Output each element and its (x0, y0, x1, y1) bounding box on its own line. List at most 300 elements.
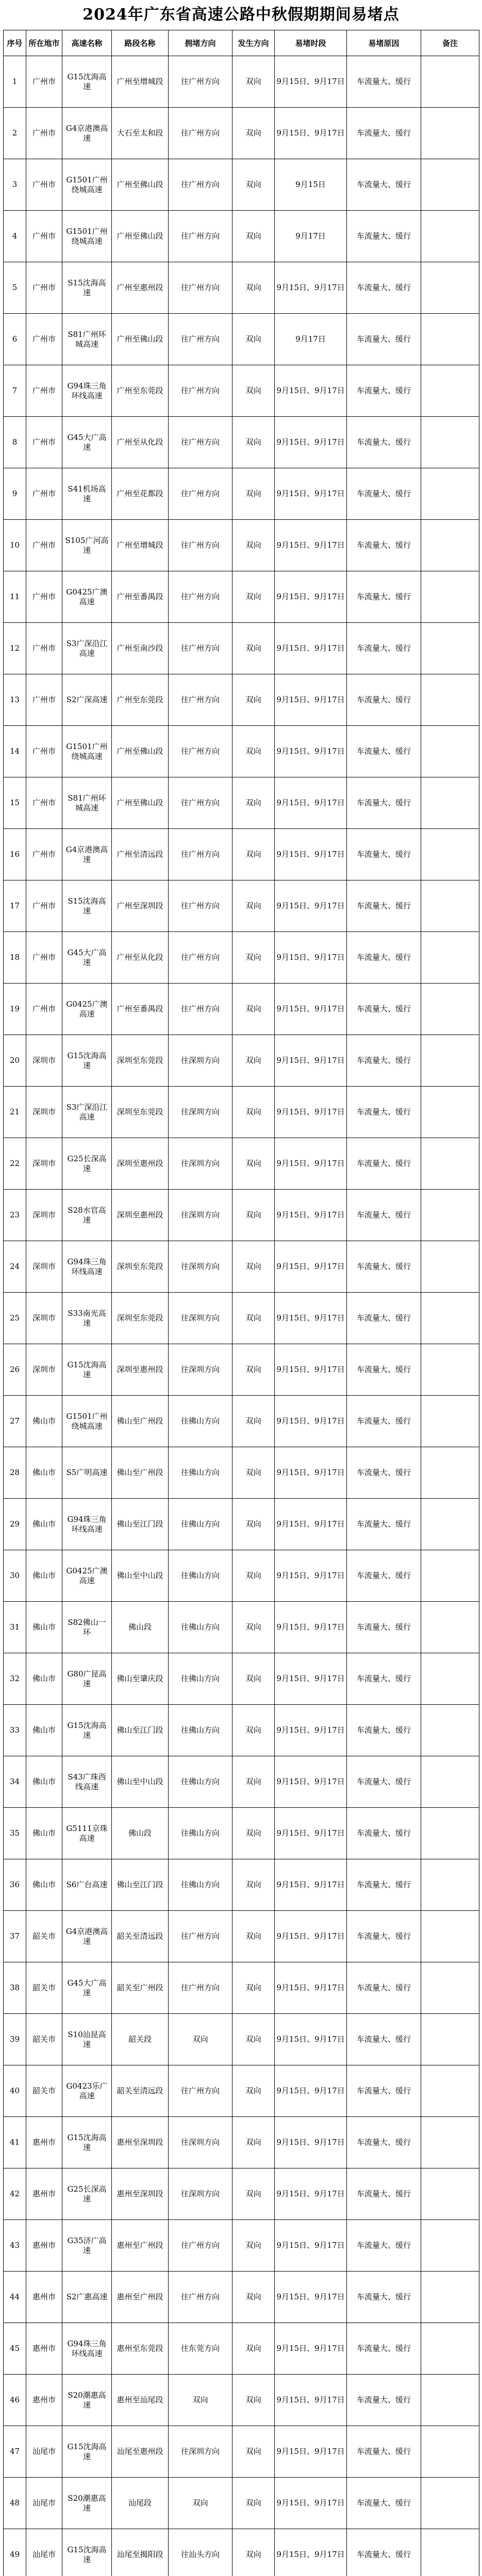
row-congestion-direction: 往深圳方向 (169, 1138, 232, 1190)
row-time: 9月15日、9月17日 (275, 1705, 347, 1756)
row-congestion-direction: 往广州方向 (169, 417, 232, 468)
row-note (421, 1344, 479, 1396)
row-city: 广州市 (26, 159, 62, 211)
row-congestion-direction: 往广州方向 (169, 777, 232, 829)
row-highway: G94珠三角环线高速 (62, 1499, 112, 1550)
row-reason: 车流量大、缓行 (347, 56, 421, 108)
row-number: 22 (4, 1138, 26, 1190)
row-reason: 车流量大、缓行 (347, 777, 421, 829)
row-note (421, 1550, 479, 1602)
row-note (421, 829, 479, 880)
row-section: 韶关段 (112, 2014, 169, 2065)
row-number: 49 (4, 2529, 26, 2576)
row-note (421, 2375, 479, 2426)
header-cell: 序号 (4, 30, 26, 56)
row-section: 惠州至汕尾段 (112, 2375, 169, 2426)
table-row (4, 159, 479, 211)
row-city: 广州市 (26, 623, 62, 674)
row-note (421, 2117, 479, 2168)
row-city: 深圳市 (26, 1087, 62, 1138)
row-city: 惠州市 (26, 2220, 62, 2272)
row-occurrence-direction: 双向 (232, 1962, 275, 2014)
row-time: 9月15日、9月17日 (275, 880, 347, 932)
row-number: 23 (4, 1190, 26, 1241)
row-time: 9月15日、9月17日 (275, 1396, 347, 1447)
row-section: 佛山至广州段 (112, 1396, 169, 1447)
row-city: 广州市 (26, 365, 62, 417)
row-congestion-direction: 往深圳方向 (169, 1035, 232, 1087)
row-highway: S105广河高速 (62, 520, 112, 571)
row-reason: 车流量大、缓行 (347, 2375, 421, 2426)
row-city: 汕尾市 (26, 2478, 62, 2529)
header-cell: 路段名称 (112, 30, 169, 56)
row-section: 惠州至广州段 (112, 2272, 169, 2323)
table-header-row (4, 30, 479, 56)
row-note (421, 1756, 479, 1808)
row-time: 9月15日、9月17日 (275, 1087, 347, 1138)
row-highway: G0425广澳高速 (62, 1550, 112, 1602)
row-time: 9月15日、9月17日 (275, 56, 347, 108)
row-number: 11 (4, 571, 26, 623)
row-highway: G15沈海高速 (62, 56, 112, 108)
row-highway: S43广珠西线高速 (62, 1756, 112, 1808)
table-row (4, 623, 479, 674)
row-note (421, 1705, 479, 1756)
row-occurrence-direction: 双向 (232, 108, 275, 159)
row-reason: 车流量大、缓行 (347, 1087, 421, 1138)
row-highway: G15沈海高速 (62, 1705, 112, 1756)
row-section: 佛山至中山段 (112, 1756, 169, 1808)
row-time: 9月15日、9月17日 (275, 1035, 347, 1087)
row-section: 广州至南沙段 (112, 623, 169, 674)
row-congestion-direction: 往东莞方向 (169, 2323, 232, 2375)
row-occurrence-direction: 双向 (232, 1550, 275, 1602)
row-occurrence-direction: 双向 (232, 2014, 275, 2065)
row-city: 惠州市 (26, 2323, 62, 2375)
row-congestion-direction: 往广州方向 (169, 880, 232, 932)
row-occurrence-direction: 双向 (232, 2272, 275, 2323)
table-row (4, 1653, 479, 1705)
row-city: 广州市 (26, 262, 62, 314)
row-time: 9月15日、9月17日 (275, 932, 347, 984)
row-reason: 车流量大、缓行 (347, 984, 421, 1035)
row-congestion-direction: 往广州方向 (169, 1962, 232, 2014)
row-note (421, 2426, 479, 2478)
row-section: 惠州至深圳段 (112, 2168, 169, 2220)
row-city: 深圳市 (26, 1293, 62, 1344)
row-number: 13 (4, 674, 26, 726)
row-time: 9月15日、9月17日 (275, 2323, 347, 2375)
table-row (4, 2065, 479, 2117)
table-row (4, 2117, 479, 2168)
table-row (4, 1756, 479, 1808)
row-city: 惠州市 (26, 2375, 62, 2426)
table-row (4, 880, 479, 932)
row-time: 9月15日、9月17日 (275, 1962, 347, 2014)
row-section: 深圳至惠州段 (112, 1344, 169, 1396)
row-highway: G0425广澳高速 (62, 984, 112, 1035)
row-congestion-direction: 往广州方向 (169, 726, 232, 777)
row-congestion-direction: 往广州方向 (169, 159, 232, 211)
row-congestion-direction: 往广州方向 (169, 365, 232, 417)
row-section: 韶关至清远段 (112, 2065, 169, 2117)
row-city: 广州市 (26, 777, 62, 829)
row-note (421, 2168, 479, 2220)
row-reason: 车流量大、缓行 (347, 1756, 421, 1808)
row-note (421, 468, 479, 520)
row-note (421, 2014, 479, 2065)
row-time: 9月15日、9月17日 (275, 623, 347, 674)
row-time: 9月15日、9月17日 (275, 520, 347, 571)
row-highway: G15沈海高速 (62, 2529, 112, 2576)
row-reason: 车流量大、缓行 (347, 2529, 421, 2576)
row-note (421, 2272, 479, 2323)
row-section: 佛山至肇庆段 (112, 1653, 169, 1705)
row-occurrence-direction: 双向 (232, 2529, 275, 2576)
row-reason: 车流量大、缓行 (347, 2272, 421, 2323)
row-time: 9月15日、9月17日 (275, 2426, 347, 2478)
row-occurrence-direction: 双向 (232, 2117, 275, 2168)
table-row (4, 314, 479, 365)
table-row (4, 1087, 479, 1138)
row-number: 48 (4, 2478, 26, 2529)
row-highway: G35济广高速 (62, 2220, 112, 2272)
row-occurrence-direction: 双向 (232, 1190, 275, 1241)
table-row (4, 1962, 479, 2014)
row-congestion-direction: 双向 (169, 2375, 232, 2426)
row-city: 深圳市 (26, 1241, 62, 1293)
table-row (4, 1447, 479, 1499)
row-time: 9月15日、9月17日 (275, 468, 347, 520)
table-row (4, 932, 479, 984)
row-city: 佛山市 (26, 1756, 62, 1808)
table-row (4, 2168, 479, 2220)
row-highway: S6广台高速 (62, 1859, 112, 1911)
row-congestion-direction: 往深圳方向 (169, 1344, 232, 1396)
row-city: 深圳市 (26, 1344, 62, 1396)
row-highway: S2广惠高速 (62, 2272, 112, 2323)
row-number: 30 (4, 1550, 26, 1602)
row-reason: 车流量大、缓行 (347, 1911, 421, 1962)
row-reason: 车流量大、缓行 (347, 2014, 421, 2065)
row-city: 广州市 (26, 520, 62, 571)
row-section: 韶关至清远段 (112, 1911, 169, 1962)
row-section: 惠州至深圳段 (112, 2117, 169, 2168)
row-number: 21 (4, 1087, 26, 1138)
row-note (421, 2478, 479, 2529)
row-highway: G4京港澳高速 (62, 829, 112, 880)
row-note (421, 1035, 479, 1087)
row-reason: 车流量大、缓行 (347, 674, 421, 726)
row-note (421, 1190, 479, 1241)
row-time: 9月15日、9月17日 (275, 2220, 347, 2272)
row-reason: 车流量大、缓行 (347, 1550, 421, 1602)
table-body (4, 56, 479, 2576)
table-row (4, 1293, 479, 1344)
row-highway: G1501广州绕城高速 (62, 1396, 112, 1447)
row-note (421, 108, 479, 159)
row-occurrence-direction: 双向 (232, 1344, 275, 1396)
row-congestion-direction: 往广州方向 (169, 211, 232, 262)
row-highway: G94珠三角环线高速 (62, 1241, 112, 1293)
row-city: 深圳市 (26, 1138, 62, 1190)
row-highway: S3广深沿江高速 (62, 1087, 112, 1138)
table-row (4, 1035, 479, 1087)
row-occurrence-direction: 双向 (232, 1602, 275, 1653)
table-row (4, 571, 479, 623)
row-time: 9月15日、9月17日 (275, 1293, 347, 1344)
row-highway: S10汕昆高速 (62, 2014, 112, 2065)
row-note (421, 932, 479, 984)
row-time: 9月15日、9月17日 (275, 2014, 347, 2065)
row-number: 29 (4, 1499, 26, 1550)
row-section: 韶关至广州段 (112, 1962, 169, 2014)
row-highway: G15沈海高速 (62, 2117, 112, 2168)
row-highway: G45大广高速 (62, 1962, 112, 2014)
row-note (421, 417, 479, 468)
row-city: 韶关市 (26, 1911, 62, 1962)
row-reason: 车流量大、缓行 (347, 1396, 421, 1447)
row-occurrence-direction: 双向 (232, 880, 275, 932)
row-congestion-direction: 往佛山方向 (169, 1705, 232, 1756)
row-occurrence-direction: 双向 (232, 674, 275, 726)
row-time: 9月15日、9月17日 (275, 726, 347, 777)
row-highway: S28水官高速 (62, 1190, 112, 1241)
row-section: 广州至清远段 (112, 829, 169, 880)
row-section: 佛山段 (112, 1808, 169, 1859)
row-number: 36 (4, 1859, 26, 1911)
row-congestion-direction: 往佛山方向 (169, 1447, 232, 1499)
row-congestion-direction: 往深圳方向 (169, 1190, 232, 1241)
row-note (421, 314, 479, 365)
row-highway: G45大广高速 (62, 417, 112, 468)
row-reason: 车流量大、缓行 (347, 1499, 421, 1550)
header-cell: 易堵时段 (275, 30, 347, 56)
row-reason: 车流量大、缓行 (347, 726, 421, 777)
row-city: 佛山市 (26, 1653, 62, 1705)
row-section: 广州至佛山段 (112, 726, 169, 777)
row-reason: 车流量大、缓行 (347, 829, 421, 880)
row-congestion-direction: 往广州方向 (169, 108, 232, 159)
row-note (421, 1087, 479, 1138)
row-number: 39 (4, 2014, 26, 2065)
row-occurrence-direction: 双向 (232, 984, 275, 1035)
row-note (421, 262, 479, 314)
row-highway: G25长深高速 (62, 2168, 112, 2220)
row-time: 9月15日、9月17日 (275, 262, 347, 314)
row-note (421, 2323, 479, 2375)
table-row (4, 2375, 479, 2426)
row-time: 9月15日、9月17日 (275, 1241, 347, 1293)
row-section: 广州至增城段 (112, 56, 169, 108)
row-number: 42 (4, 2168, 26, 2220)
row-section: 广州至佛山段 (112, 211, 169, 262)
table-row (4, 108, 479, 159)
row-city: 佛山市 (26, 1808, 62, 1859)
row-note (421, 520, 479, 571)
row-note (421, 623, 479, 674)
row-occurrence-direction: 双向 (232, 2220, 275, 2272)
row-number: 16 (4, 829, 26, 880)
row-occurrence-direction: 双向 (232, 1705, 275, 1756)
table-row (4, 984, 479, 1035)
row-note (421, 2220, 479, 2272)
row-section: 佛山至广州段 (112, 1447, 169, 1499)
row-city: 佛山市 (26, 1705, 62, 1756)
row-note (421, 1962, 479, 2014)
row-reason: 车流量大、缓行 (347, 623, 421, 674)
row-time: 9月15日、9月17日 (275, 1859, 347, 1911)
row-highway: G80广昆高速 (62, 1653, 112, 1705)
row-time: 9月15日、9月17日 (275, 1190, 347, 1241)
table-row (4, 726, 479, 777)
row-time: 9月15日、9月17日 (275, 2529, 347, 2576)
row-number: 44 (4, 2272, 26, 2323)
row-congestion-direction: 往广州方向 (169, 2065, 232, 2117)
row-number: 34 (4, 1756, 26, 1808)
row-number: 8 (4, 417, 26, 468)
header-cell: 高速名称 (62, 30, 112, 56)
row-congestion-direction: 往汕头方向 (169, 2529, 232, 2576)
row-city: 韶关市 (26, 2065, 62, 2117)
row-highway: G94珠三角环线高速 (62, 365, 112, 417)
row-congestion-direction: 往广州方向 (169, 314, 232, 365)
row-number: 35 (4, 1808, 26, 1859)
row-highway: S2广深高速 (62, 674, 112, 726)
row-section: 大石至太和段 (112, 108, 169, 159)
row-reason: 车流量大、缓行 (347, 1241, 421, 1293)
row-city: 广州市 (26, 211, 62, 262)
row-note (421, 2065, 479, 2117)
row-number: 43 (4, 2220, 26, 2272)
row-note (421, 365, 479, 417)
header-cell: 所在地市 (26, 30, 62, 56)
row-occurrence-direction: 双向 (232, 2168, 275, 2220)
row-time: 9月15日、9月17日 (275, 1344, 347, 1396)
row-note (421, 159, 479, 211)
row-time: 9月15日、9月17日 (275, 1602, 347, 1653)
row-section: 深圳至东莞段 (112, 1087, 169, 1138)
row-city: 韶关市 (26, 1962, 62, 2014)
row-reason: 车流量大、缓行 (347, 1035, 421, 1087)
row-time: 9月15日、9月17日 (275, 1808, 347, 1859)
row-time: 9月17日 (275, 314, 347, 365)
row-congestion-direction: 往深圳方向 (169, 1293, 232, 1344)
row-occurrence-direction: 双向 (232, 1653, 275, 1705)
row-occurrence-direction: 双向 (232, 1859, 275, 1911)
header-cell: 易堵原因 (347, 30, 421, 56)
row-time: 9月15日、9月17日 (275, 2168, 347, 2220)
row-number: 14 (4, 726, 26, 777)
row-city: 广州市 (26, 880, 62, 932)
row-occurrence-direction: 双向 (232, 1293, 275, 1344)
row-congestion-direction: 往佛山方向 (169, 1499, 232, 1550)
row-section: 佛山至江门段 (112, 1705, 169, 1756)
table-row (4, 468, 479, 520)
row-time: 9月15日、9月17日 (275, 1911, 347, 1962)
row-city: 深圳市 (26, 1035, 62, 1087)
row-number: 17 (4, 880, 26, 932)
row-occurrence-direction: 双向 (232, 829, 275, 880)
row-congestion-direction: 往深圳方向 (169, 2117, 232, 2168)
row-number: 12 (4, 623, 26, 674)
row-highway: G4京港澳高速 (62, 108, 112, 159)
row-city: 韶关市 (26, 2014, 62, 2065)
row-reason: 车流量大、缓行 (347, 2117, 421, 2168)
row-time: 9月15日、9月17日 (275, 2375, 347, 2426)
row-note (421, 1396, 479, 1447)
row-highway: G1501广州绕城高速 (62, 159, 112, 211)
row-highway: S33南光高速 (62, 1293, 112, 1344)
row-section: 广州至从化段 (112, 417, 169, 468)
row-highway: G1501广州绕城高速 (62, 211, 112, 262)
row-note (421, 1499, 479, 1550)
row-reason: 车流量大、缓行 (347, 1808, 421, 1859)
row-highway: G15沈海高速 (62, 1035, 112, 1087)
row-reason: 车流量大、缓行 (347, 1653, 421, 1705)
row-city: 惠州市 (26, 2168, 62, 2220)
row-reason: 车流量大、缓行 (347, 2478, 421, 2529)
row-highway: S81广州环城高速 (62, 777, 112, 829)
row-time: 9月15日、9月17日 (275, 829, 347, 880)
row-time: 9月15日、9月17日 (275, 1499, 347, 1550)
row-section: 广州至东莞段 (112, 674, 169, 726)
row-note (421, 777, 479, 829)
row-reason: 车流量大、缓行 (347, 2426, 421, 2478)
row-city: 深圳市 (26, 1190, 62, 1241)
row-occurrence-direction: 双向 (232, 314, 275, 365)
row-occurrence-direction: 双向 (232, 159, 275, 211)
row-congestion-direction: 往广州方向 (169, 1911, 232, 1962)
row-reason: 车流量大、缓行 (347, 520, 421, 571)
row-number: 10 (4, 520, 26, 571)
header-cell: 备注 (421, 30, 479, 56)
row-note (421, 1241, 479, 1293)
row-reason: 车流量大、缓行 (347, 2323, 421, 2375)
row-city: 佛山市 (26, 1602, 62, 1653)
row-number: 24 (4, 1241, 26, 1293)
row-highway: S3广深沿江高速 (62, 623, 112, 674)
row-note (421, 1447, 479, 1499)
row-congestion-direction: 往佛山方向 (169, 1550, 232, 1602)
row-highway: S5广明高速 (62, 1447, 112, 1499)
row-section: 广州至佛山段 (112, 159, 169, 211)
row-number: 20 (4, 1035, 26, 1087)
row-highway: G45大广高速 (62, 932, 112, 984)
row-congestion-direction: 往深圳方向 (169, 1241, 232, 1293)
row-section: 广州至东莞段 (112, 365, 169, 417)
row-number: 9 (4, 468, 26, 520)
row-occurrence-direction: 双向 (232, 1499, 275, 1550)
row-number: 38 (4, 1962, 26, 2014)
row-city: 佛山市 (26, 1447, 62, 1499)
row-highway: S15沈海高速 (62, 262, 112, 314)
row-number: 41 (4, 2117, 26, 2168)
row-number: 40 (4, 2065, 26, 2117)
row-note (421, 726, 479, 777)
row-congestion-direction: 往佛山方向 (169, 1859, 232, 1911)
row-section: 佛山至中山段 (112, 1550, 169, 1602)
row-occurrence-direction: 双向 (232, 262, 275, 314)
row-occurrence-direction: 双向 (232, 1756, 275, 1808)
row-reason: 车流量大、缓行 (347, 1447, 421, 1499)
row-occurrence-direction: 双向 (232, 2323, 275, 2375)
row-highway: G0425广澳高速 (62, 571, 112, 623)
row-reason: 车流量大、缓行 (347, 262, 421, 314)
row-congestion-direction: 往佛山方向 (169, 1396, 232, 1447)
row-section: 广州至佛山段 (112, 777, 169, 829)
row-number: 4 (4, 211, 26, 262)
